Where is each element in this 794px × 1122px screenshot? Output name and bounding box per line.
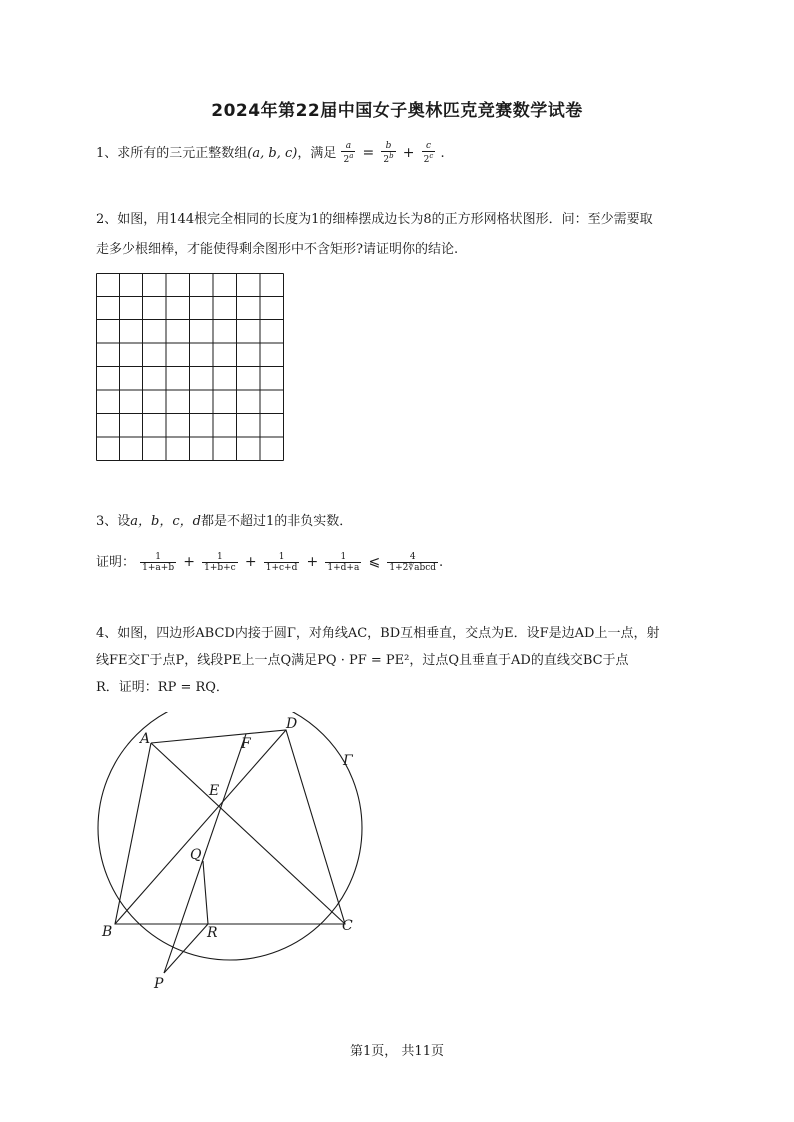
label-e: E [209, 783, 220, 799]
q1-tuple: (a, b, c) [247, 146, 298, 161]
q1-fraction-b: $\frac{b}{2^b}$ [383, 141, 394, 165]
label-d: D [286, 716, 298, 732]
question-2-line-1: 2、如图，用144根完全相同的长度为1的细棒摆成边长为8的正方形网格状图形．问：至少需要取 [96, 212, 653, 227]
label-a: A [140, 731, 151, 747]
q3-term-2: $\frac{1}{1+b+c}$ [204, 551, 236, 573]
label-q: Q [190, 847, 202, 863]
question-3-proof: 证明： $\frac{1}{1+a+b}$ + $\frac{1}{1+b+c}$ + $\frac{1}{1+c+d}$ + $\frac{1}{1+d+a}$ ⩽ $\frac{4}{\text{1+2∜abcd}}$ . [96, 551, 444, 573]
quadrilateral-abcd [115, 730, 345, 924]
diagonal-bd [115, 730, 286, 924]
q3-term-4: $\frac{1}{1+d+a}$ [327, 551, 360, 573]
label-p: P [154, 976, 164, 992]
page-title: 2024年第22届中国女子奥林匹克竞赛数学试卷 [211, 101, 583, 121]
question-4-line-3: R．证明：RP = RQ． [96, 680, 229, 695]
segment-qr [203, 861, 208, 924]
q3-term-1: $\frac{1}{1+a+b}$ [142, 551, 175, 573]
geometry-figure [90, 712, 380, 1002]
page-footer: 第1页， 共11页 [350, 1044, 444, 1059]
segment-pr [164, 924, 208, 973]
ray-fp [164, 734, 246, 973]
q1-fraction-c: $\frac{c}{2^c}$ [423, 141, 434, 165]
label-c: C [342, 918, 353, 934]
label-r: R [207, 925, 218, 941]
question-2-line-2: 走多少根细棒，才能使得剩余图形中不含矩形?请证明你的结论. [96, 242, 459, 257]
q3-rhs: $\frac{4}{\text{1+2∜abcd}}$ [389, 551, 437, 573]
label-f: F [241, 736, 251, 752]
q3-term-3: $\frac{1}{1+c+d}$ [265, 551, 298, 573]
label-gamma: Γ [343, 753, 353, 769]
diagonal-ac [151, 743, 345, 924]
question-4-line-2: 线FE交Γ于点P，线段PE上一点Q满足PQ · PF = PE²，过点Q且垂直于AD的直线交BC于点 [96, 653, 629, 668]
question-1: 1、求所有的三元正整数组(a, b, c)，满足 $\frac{a}{2^a}$ = $\frac{b}{2^b}$ + $\frac{c}{2^c}$ . [96, 141, 445, 165]
q1-lead: 1、求所有的三元正整数组 [96, 146, 248, 161]
question-4-line-1: 4、如图，四边形ABCD内接于圆Γ，对角线AC，BD互相垂直，交点为E．设F是边AD上一点，射 [96, 626, 660, 641]
q1-mid: ，满足 [297, 146, 337, 161]
q1-fraction-a: $\frac{a}{2^a}$ [343, 141, 354, 165]
question-3: 3、设a，b，c，d都是不超过1的非负实数． [96, 514, 353, 529]
label-b: B [102, 924, 113, 940]
circle-gamma [98, 712, 362, 960]
square-grid-figure [96, 273, 284, 461]
